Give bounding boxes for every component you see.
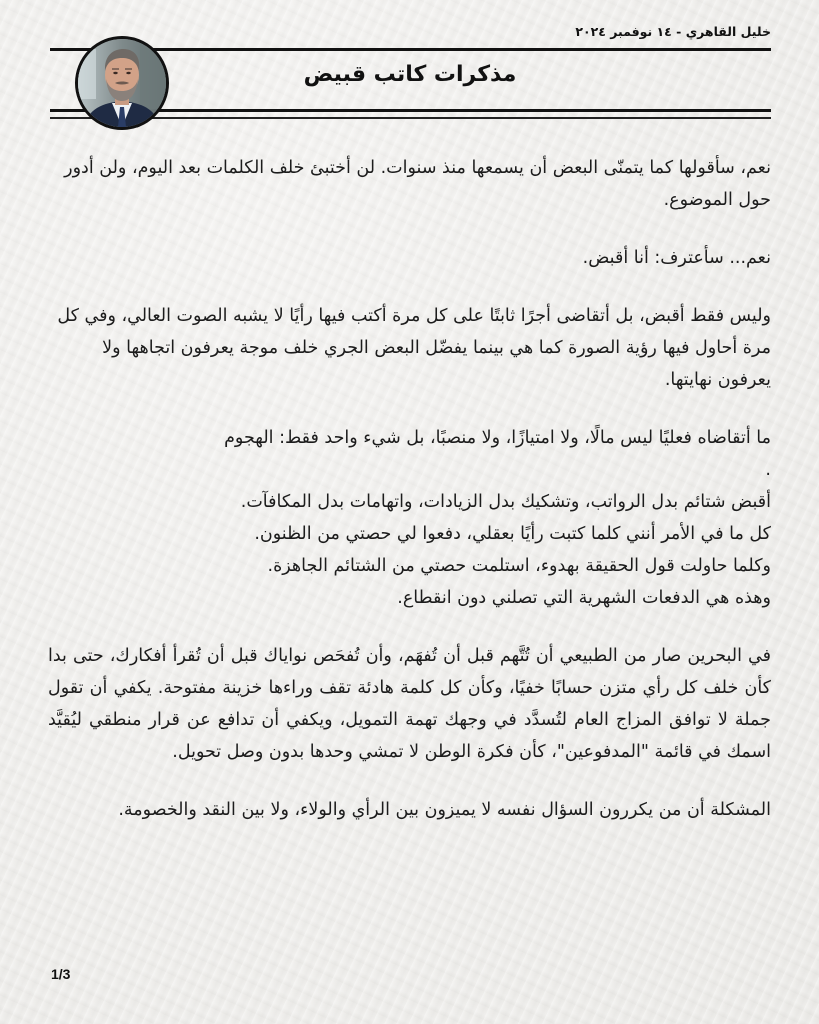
line-insults-instead-of-salaries: أقبض شتائم بدل الرواتب، وتشكيك بدل الزيادات، واتهامات بدل المكافآت. xyxy=(240,492,771,512)
line-share-of-suspicions: كل ما في الأمر أنني كلما كتبت رأيًا بعقلي، دفعوا لي حصتي من الظنون. xyxy=(254,524,771,544)
paragraph-confession: نعم... سأعترف: أنا أقبض. xyxy=(582,248,771,268)
paragraph-not-only: وليس فقط أقبض، بل أتقاضى أجرًا ثابتًا على كل مرة أكتب فيها رأيًا لا يشبه الصوت العالي، وفي كل مرة أحاول فيها رؤية الصورة كما هي بينما يفضّل البعض الجري خلف موجة يعرفون اتجاهها ولا يعرفون نهايتها. xyxy=(57,306,771,390)
paragraph-intro: نعم، سأقولها كما يتمنّى البعض أن يسمعها منذ سنوات. لن أختبئ خلف الكلمات بعد اليوم، ولن أدور حول الموضوع. xyxy=(64,158,771,210)
author-portrait-icon xyxy=(78,39,166,127)
paragraph-the-problem: المشكلة أن من يكررون السؤال نفسه لا يميزون بين الرأي والولاء، ولا بين النقد والخصومة. xyxy=(118,800,771,820)
line-share-of-insults: وكلما حاولت قول الحقيقة بهدوء، استلمت حصتي من الشتائم الجاهزة. xyxy=(267,556,771,576)
masthead-bottom-rule-thin xyxy=(50,117,771,119)
article-body xyxy=(48,152,771,852)
paragraph-stray-period: . xyxy=(765,460,771,480)
paragraph-bahrain: في البحرين صار من الطبيعي أن تُتَّهم قبل أن تُفهَم، وأن تُفحَص نواياك قبل أن تُقرأ أفكارك، حتى بدا كأن خلف كل رأي متزن حسابًا خفيًا، وكأن كل كلمة هادئة تقف وراءها خزينة مفتوحة. يكفي أن تقول جملة لا توافق المزاج العام لتُسدَّد في وجهك تهمة التمويل، ويكفي أن تدافع عن قرار منطقي ليُقيَّد اسمك في قائمة "المدفوعين"، كأن فكرة الوطن لا تمشي وحدها بدون وصل تحويل. xyxy=(48,646,771,762)
paragraph-what-i-receive: ما أتقاضاه فعليًا ليس مالًا، ولا امتيازًا، ولا منصبًا، بل شيء واحد فقط: الهجوم xyxy=(224,428,771,448)
line-monthly-payments: وهذه هي الدفعات الشهرية التي تصلني دون انقطاع. xyxy=(397,588,771,608)
page-number: 1/3 xyxy=(51,966,71,982)
column-title: مذكرات كاتب قبيض xyxy=(303,62,517,87)
author-avatar xyxy=(75,36,169,130)
byline: خليل القاهري - ١٤ نوفمبر ٢٠٢٤ xyxy=(575,24,771,39)
masthead-top-rule xyxy=(50,48,771,51)
